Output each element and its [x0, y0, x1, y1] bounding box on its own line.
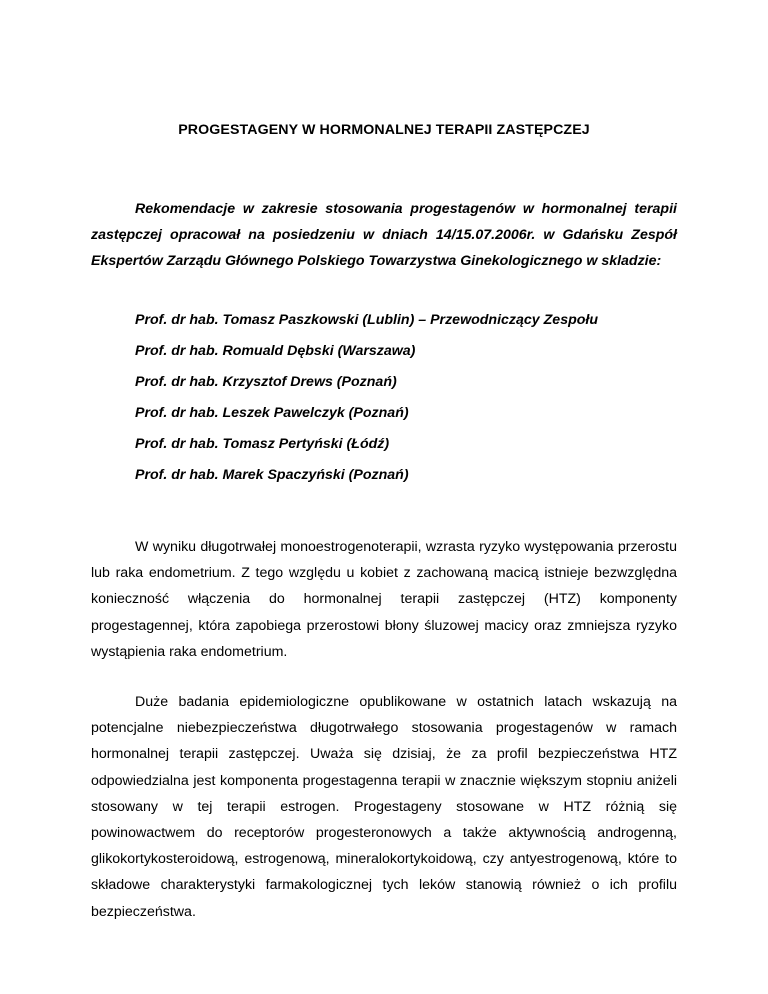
- body-paragraph-2: Duże badania epidemiologiczne opublikowane w ostatnich latach wskazują na potencjalne niebezpieczeństwa długotrwałego stosowania progestagenów w ramach hormonalnej terapii zastępczej. Uważa się dzisiaj, że za profil bezpieczeństwa HTZ odpowiedzialna jest komponenta progestagenna terapii w znacznie większym stopniu aniżeli stosowany w tej terapii estrogen. Progestageny stosowane w HTZ różnią się powinowactwem do receptorów progesteronowych a także aktywnością androgenną, glikokortykosteroidową, estrogenową, mineralokortykoidową, czy antyestrogenową, które to składowe charakterystyki farmakologicznej tych leków stanowią również o ich profilu bezpieczeństwa.: [91, 694, 677, 920]
- list-item: Prof. dr hab. Leszek Pawelczyk (Poznań): [135, 405, 409, 421]
- body-paragraph-1: W wyniku długotrwałej monoestrogenoterapii, wzrasta ryzyko występowania przerostu lub raka endometrium. Z tego względu u kobiet z zachowaną macicą istnieje bezwzględna konieczność włączenia do hormonalnej terapii zastępczej (HTZ) komponenty progestagennej, która zapobiega przerostowi błony śluzowej macicy oraz zmniejsza ryzyko wystąpienia raka endometrium.: [91, 539, 677, 660]
- document-title: PROGESTAGENY W HORMONALNEJ TERAPII ZASTĘPCZEJ: [178, 122, 590, 138]
- list-item: Prof. dr hab. Tomasz Paszkowski (Lublin) – Przewodniczący Zespołu: [135, 312, 599, 328]
- intro-paragraph: Rekomendacje w zakresie stosowania progestagenów w hormonalnej terapii zastępczej opracował na posiedzeniu w dniach 14/15.07.2006r. w Gdańsku Zespół Ekspertów Zarządu Głównego Polskiego Towarzystwa Ginekologicznego w skladzie:: [91, 201, 677, 269]
- list-item: Prof. dr hab. Romuald Dębski (Warszawa): [135, 343, 416, 359]
- list-item: Prof. dr hab. Krzysztof Drews (Poznań): [135, 374, 397, 390]
- list-item: Prof. dr hab. Marek Spaczyński (Poznań): [135, 467, 409, 483]
- expert-team-list: [135, 310, 598, 496]
- list-item: Prof. dr hab. Tomasz Pertyński (Łódź): [135, 436, 390, 452]
